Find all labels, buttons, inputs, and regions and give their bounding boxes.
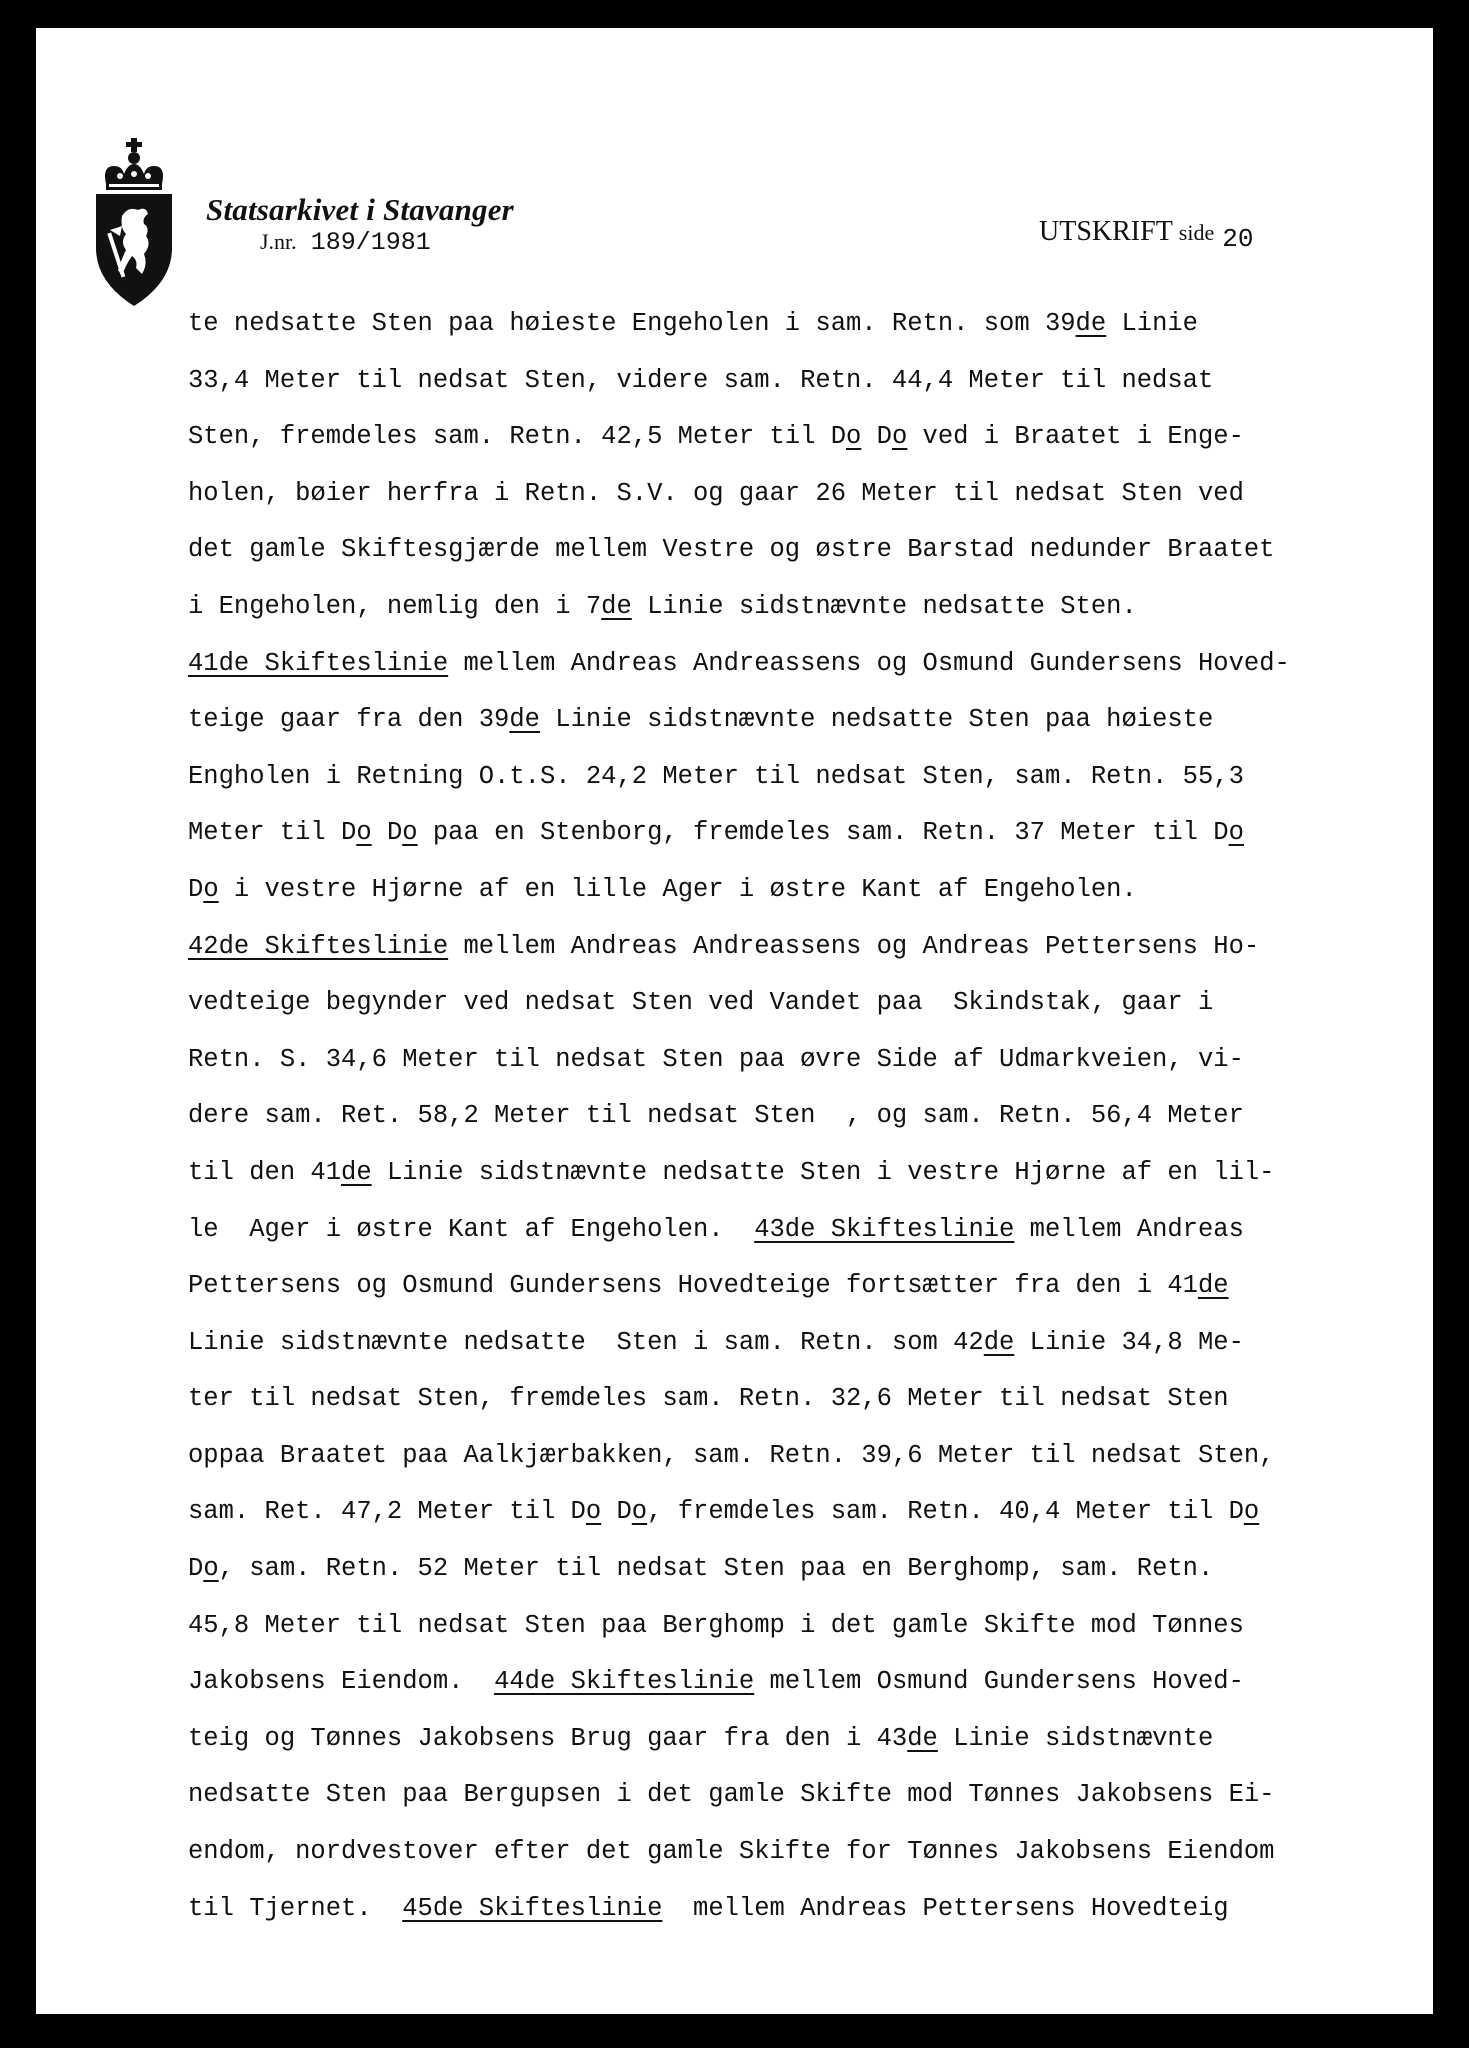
text-line xyxy=(188,692,1433,749)
text-segment: endom, nordvestover efter det gamle Skifte for Tønnes Jakobsens Eiendom xyxy=(188,1837,1275,1867)
text-segment: i Engeholen, nemlig den i 7 xyxy=(188,591,602,621)
text-line xyxy=(188,409,1433,466)
text-segment: te nedsatte Sten paa høieste Engeholen i sam. Retn. som 39 xyxy=(188,309,1076,338)
underlined-text: o xyxy=(203,874,219,904)
underlined-text: de xyxy=(983,1327,1015,1357)
text-segment: Meter til D xyxy=(188,818,357,848)
text-segment: paa en Stenborg, fremdeles sam. Retn. 37 Meter til D xyxy=(417,818,1229,848)
text-segment: D xyxy=(601,1497,632,1527)
text-line xyxy=(188,1202,1433,1259)
underlined-text: 44de Skifteslinie xyxy=(494,1667,755,1697)
text-segment: , fremdeles sam. Retn. 40,4 Meter til D xyxy=(647,1497,1244,1527)
text-line xyxy=(188,1881,1433,1938)
text-line xyxy=(188,805,1433,862)
underlined-text: 45de Skifteslinie xyxy=(402,1893,663,1923)
text-segment: Linie 34,8 Me- xyxy=(1014,1327,1244,1357)
text-segment: Linie sidstnævnte xyxy=(937,1723,1214,1753)
document-body xyxy=(188,296,1433,1937)
document-page xyxy=(36,28,1433,2014)
text-line xyxy=(188,1315,1433,1372)
text-segment: til Tjernet. xyxy=(188,1893,403,1923)
text-segment: Linie sidstnævnte nedsatte Sten. xyxy=(631,591,1137,621)
text-line xyxy=(188,1711,1433,1768)
text-segment: D xyxy=(371,818,403,848)
underlined-text: 43de Skifteslinie xyxy=(754,1214,1015,1244)
text-segment: teige gaar fra den 39 xyxy=(188,705,510,735)
text-line xyxy=(188,975,1433,1032)
text-segment: mellem Andreas Andreassens og Andreas Pettersens Ho- xyxy=(448,931,1260,961)
text-line xyxy=(188,919,1433,976)
underlined-text: o xyxy=(402,818,418,848)
underlined-text: o xyxy=(1243,1497,1260,1527)
text-segment: vedteige begynder ved nedsat Sten ved Vandet paa Skindstak, gaar i xyxy=(188,988,1214,1018)
underlined-text: o xyxy=(846,422,862,452)
underlined-text: de xyxy=(601,591,632,621)
text-segment: , sam. Retn. 52 Meter til nedsat Sten paa en Berghomp, sam. Retn. xyxy=(218,1554,1214,1584)
text-segment: nedsatte Sten paa Bergupsen i det gamle Skifte mod Tønnes Jakobsens Ei- xyxy=(188,1780,1275,1810)
text-segment: mellem Andreas Pettersens Hovedteig xyxy=(662,1893,1229,1923)
page-number: 20 xyxy=(1222,224,1254,254)
text-line xyxy=(188,1145,1433,1202)
text-segment: Linie sidstnævnte nedsatte Sten paa høieste xyxy=(539,705,1214,735)
text-line xyxy=(188,1088,1433,1145)
text-segment: Linie sidstnævnte nedsatte Sten i sam. Retn. som 42 xyxy=(188,1327,984,1357)
text-segment: mellem Andreas xyxy=(1014,1214,1244,1244)
text-segment: ter til nedsat Sten, fremdeles sam. Retn. 32,6 Meter til nedsat Sten xyxy=(188,1384,1229,1414)
text-segment: Linie sidstnævnte nedsatte Sten i vestre Hjørne af en lil- xyxy=(371,1157,1275,1187)
underlined-text: o xyxy=(203,1554,219,1584)
text-segment: Retn. S. 34,6 Meter til nedsat Sten paa øvre Side af Udmarkveien, vi- xyxy=(188,1044,1244,1074)
journal-number xyxy=(260,228,431,257)
text-segment: D xyxy=(188,1554,204,1584)
text-segment: 45,8 Meter til nedsat Sten paa Berghomp i det gamle Skifte mod Tønnes xyxy=(188,1610,1244,1640)
archive-name: Statsarkivet i Stavanger xyxy=(206,192,514,227)
utskrift-label: UTSKRIFT xyxy=(1039,216,1173,247)
text-line xyxy=(188,466,1433,523)
text-segment: Linie xyxy=(1106,309,1198,338)
text-line xyxy=(188,1032,1433,1089)
text-segment: sam. Ret. 47,2 Meter til D xyxy=(188,1497,586,1527)
text-line xyxy=(188,862,1433,919)
underlined-text: de xyxy=(1197,1271,1229,1301)
text-segment: mellem Andreas Andreassens og Osmund Gundersens Hoved- xyxy=(448,648,1290,678)
text-segment: D xyxy=(861,422,892,452)
text-line xyxy=(188,296,1433,353)
text-segment: det gamle Skiftesgjærde mellem Vestre og østre Barstad nedunder Braatet xyxy=(188,535,1275,565)
underlined-text: o xyxy=(1228,818,1244,848)
text-segment: Engholen i Retning O.t.S. 24,2 Meter til nedsat Sten, sam. Retn. 55,3 xyxy=(188,761,1244,791)
journal-number-value: 189/1981 xyxy=(310,228,431,257)
text-segment: D xyxy=(188,874,204,904)
text-line xyxy=(188,1258,1433,1315)
norwegian-coat-of-arms-icon xyxy=(92,136,176,308)
side-label: side xyxy=(1178,220,1215,245)
text-segment: Pettersens og Osmund Gundersens Hovedteige fortsætter fra den i 41 xyxy=(188,1271,1198,1301)
underlined-text: o xyxy=(891,422,908,452)
text-segment: Jakobsens Eiendom. xyxy=(188,1667,495,1697)
text-line xyxy=(188,522,1433,579)
text-line xyxy=(188,1824,1433,1881)
text-segment: oppaa Braatet paa Aalkjærbakken, sam. Retn. 39,6 Meter til nedsat Sten, xyxy=(188,1440,1275,1470)
underlined-text: 42de Skifteslinie xyxy=(188,931,449,961)
underlined-text: de xyxy=(509,705,540,735)
text-segment: le Ager i østre Kant af Engeholen. xyxy=(188,1214,755,1244)
underlined-text: de xyxy=(1075,309,1107,338)
text-segment: i vestre Hjørne af en lille Ager i østre Kant af Engeholen. xyxy=(218,874,1137,904)
text-line xyxy=(188,1371,1433,1428)
text-line xyxy=(188,1654,1433,1711)
page-header-right xyxy=(1039,216,1254,254)
text-segment: ved i Braatet i Enge- xyxy=(907,422,1244,452)
underlined-text: o xyxy=(356,818,372,848)
underlined-text: o xyxy=(631,1497,648,1527)
text-line xyxy=(188,1598,1433,1655)
text-segment: Sten, fremdeles sam. Retn. 42,5 Meter til D xyxy=(188,422,847,452)
text-segment: dere sam. Ret. 58,2 Meter til nedsat Sten , og sam. Retn. 56,4 Meter xyxy=(188,1101,1244,1131)
text-segment: mellem Osmund Gundersens Hoved- xyxy=(754,1667,1244,1697)
underlined-text: o xyxy=(585,1497,602,1527)
text-segment: holen, bøier herfra i Retn. S.V. og gaar 26 Meter til nedsat Sten ved xyxy=(188,478,1244,508)
text-line xyxy=(188,1541,1433,1598)
text-segment: 33,4 Meter til nedsat Sten, videre sam. Retn. 44,4 Meter til nedsat xyxy=(188,365,1214,395)
text-line xyxy=(188,749,1433,806)
text-line xyxy=(188,1767,1433,1824)
underlined-text: de xyxy=(907,1723,938,1753)
text-segment: teig og Tønnes Jakobsens Brug gaar fra den i 43 xyxy=(188,1723,908,1753)
text-line xyxy=(188,1484,1433,1541)
journal-number-label: J.nr. xyxy=(260,229,297,254)
underlined-text: de xyxy=(341,1157,372,1187)
text-segment: til den 41 xyxy=(188,1157,342,1187)
text-line xyxy=(188,636,1433,693)
text-line xyxy=(188,353,1433,410)
text-line xyxy=(188,1428,1433,1485)
underlined-text: 41de Skifteslinie xyxy=(188,648,449,678)
text-line xyxy=(188,579,1433,636)
